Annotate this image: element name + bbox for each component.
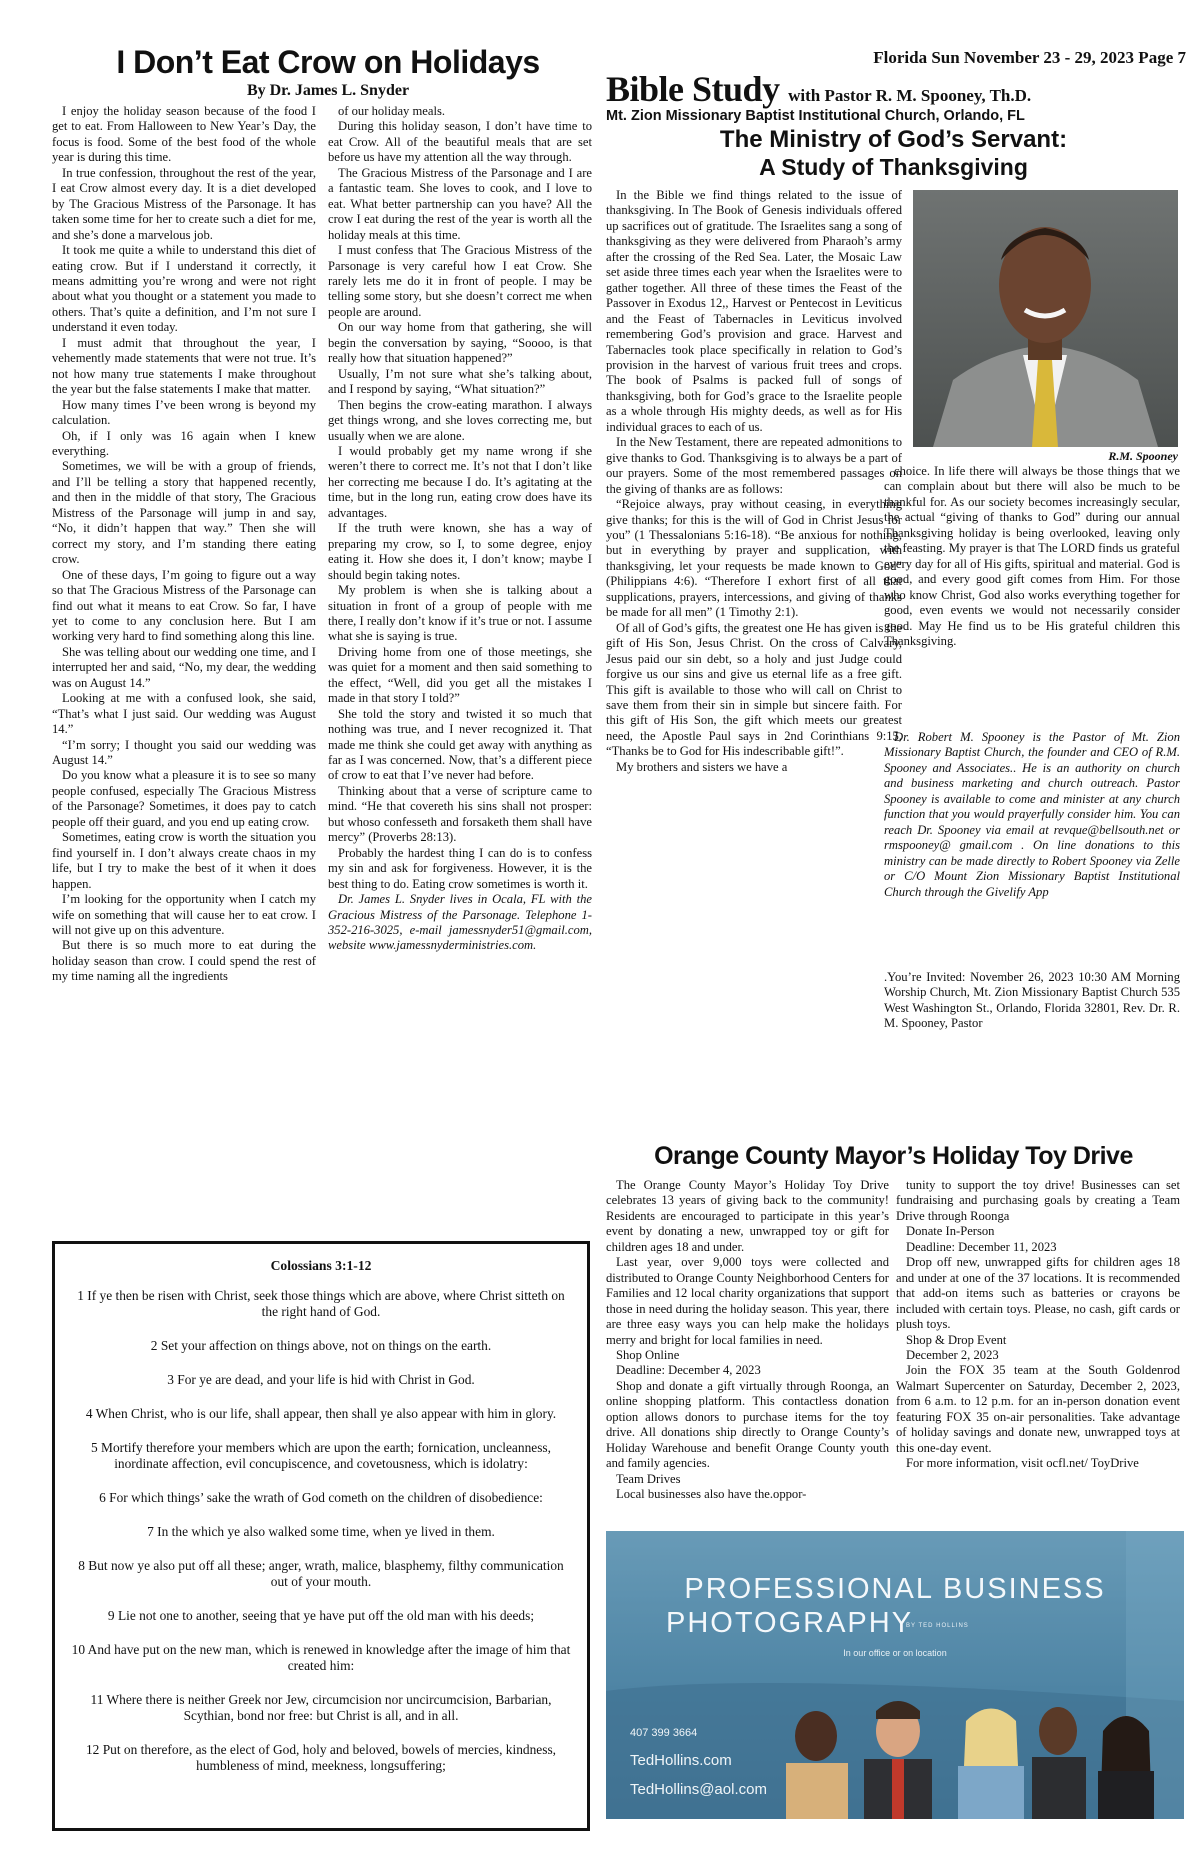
study-paragraph: “Rejoice always, pray without ceasing, in everything give thanks; for this is the will of God in Christ Jesus for you” (1 Thessalonians 5:16-18). “Be anxious for nothing, but in everything by prayer and supplication, with thanksgiving, let your requests be made known to God” (Philippians 4:6). “Therefore I exhort first of all that supplications, prayers, intercessions, and giving of thanks be made for all men” (1 Timothy 2:1).: [606, 497, 902, 620]
article-paragraph: I must confess that The Gracious Mistress of the Parsonage is very careful how I eat Crow. She rarely lets me do it in front of people. I may be telling some story, but she doesn’t correct me when people are around.: [328, 243, 592, 319]
photo-caption: R.M. Spooney: [1108, 449, 1178, 463]
article-paragraph: Looking at me with a confused look, she said, “That’s what I just said. Our wedding was August 14.”: [52, 691, 316, 737]
toy-drive-paragraph: Shop & Drop Event: [906, 1332, 1007, 1347]
bible-study-title: [606, 68, 1031, 110]
article-paragraph: If the truth were known, she has a way of preparing my crow, so I, to some degree, enjoy eating it. How she does it, I don’t know; maybe I should begin taking notes.: [328, 521, 592, 582]
article-paragraph: Do you know what a pleasure it is to see so many people confused, especially The Gracious Mistress of the Parsonage? Sometimes, it does pay to catch people off their guard, and you end up eating crow.: [52, 768, 316, 829]
article-paragraph: Then begins the crow-eating marathon. I always get things wrong, and she loves correcting me, but usually when we are alone.: [328, 397, 592, 443]
article-title: I Don’t Eat Crow on Holidays: [116, 44, 540, 80]
article-column-1: [52, 104, 316, 985]
article-paragraph: I must admit that throughout the year, I vehemently made statements that were not true. It’s not how many true statements I make throughout the year but the false statements I make that matter.: [52, 335, 316, 397]
ad-byline: BY TED HOLLINS: [906, 1623, 969, 1629]
toy-drive-column-1: [606, 1178, 889, 1503]
toy-drive-title: Orange County Mayor’s Holiday Toy Drive: [654, 1142, 1133, 1170]
ad-headline: PROFESSIONAL BUSINESS: [684, 1573, 1106, 1605]
toy-drive-paragraph: Last year, over 9,000 toys were collected and distributed to Orange County Neighborhood Centers for Families and 12 local charity organizations that support those in need during the holiday season. This year, there are three easy ways you can help make the holidays merry and bright for local families in need.: [606, 1255, 889, 1347]
ad-subtitle: In our office or on location: [843, 1648, 947, 1658]
author-bio: Dr. James L. Snyder lives in Ocala, FL with the Gracious Mistress of the Parsonage. Telephone 1-352-216-3025, e-mail jamessnyder51@gmail.com, website www.jamessnyderministries.com.: [328, 892, 592, 953]
portrait-3: [958, 1709, 1024, 1820]
toy-drive-paragraph: Drop off new, unwrapped gifts for children ages 18 and under at one of the 37 locations. It is recommended that add-on items such as batteries or crayons be included with certain toys. Please, no cash, gift cards or plush toys.: [896, 1255, 1180, 1332]
ad-website-link[interactable]: TedHollins.com: [630, 1752, 732, 1769]
article-paragraph: Sometimes, eating crow is worth the situation you find yourself in. I don’t always create chaos in my life, but I try to make the best of it when it does happen.: [52, 830, 316, 891]
toy-drive-paragraph: Join the FOX 35 team at the South Goldenrod Walmart Supercenter on Saturday, December 2, 2023, from 6 a.m. to 12 p.m. for an in-person donation event featuring FOX 35 on-air personalities. Take advantage of holiday savings and donate new, unwrapped toys at this one-day event.: [896, 1363, 1180, 1455]
article-paragraph: Probably the hardest thing I can do is to confess my sin and ask for forgiveness. However, it is the best thing to do. Eating crow sometimes is worth it.: [328, 845, 592, 891]
study-paragraph: Of all of God’s gifts, the greatest one He has given is the gift of His Son, Jesus Christ. On the cross of Calvary, Jesus paid our sin debt, so a holy and just Judge could forgive us our sins and give us eternal life as a free gift. This gift is available to those who will call on Christ to save them from their sin in simple but sincere faith. For this gift of His Son, the gift which meets our greatest need, the Apostle Paul says in 2nd Corinthians 9:15, “Thanks be to God for His indescribable gift!”.: [606, 620, 902, 759]
scripture-verse: 3 For ye are dead, and your life is hid with Christ in God.: [167, 1372, 475, 1387]
scripture-verse: 9 Lie not one to another, seeing that ye have put off the old man with his deeds;: [107, 1608, 535, 1623]
article-paragraph: Usually, I’m not sure what she’s talking about, and I respond by saying, “What situation?”: [328, 366, 592, 397]
ad-headline-2: PHOTOGRAPHY: [666, 1607, 914, 1639]
scripture-verse: 4 When Christ, who is our life, shall appear, then shall ye also appear with him in glory.: [85, 1406, 557, 1421]
article-paragraph: My problem is when she is talking about a situation in front of a group of people with me there, I really don’t know if it’s true or not. I assume what she is saying is true.: [328, 583, 592, 644]
portrait-5: [1098, 1716, 1154, 1819]
study-paragraph: My brothers and sisters we have a: [616, 759, 788, 774]
toy-drive-paragraph: For more information, visit ocfl.net/ ToyDrive: [906, 1456, 1139, 1471]
article-column-2: [328, 104, 592, 954]
study-paragraph: In the New Testament, there are repeated admonitions to give thanks to God. Thanksgiving is to always be a part of our prayers. Some of the most remembered passages on the giving of thanks are as follows:: [606, 435, 902, 496]
article-paragraph: She was telling about our wedding one time, and I interrupted her and said, “No, my dear, the wedding was on August 14.”: [52, 644, 316, 690]
scripture-title: Colossians 3:1-12: [270, 1258, 372, 1273]
scripture-box: [52, 1241, 590, 1831]
scripture-verse: 1 If ye then be risen with Christ, seek those things which are above, where Christ sitteth on the right hand of God.: [77, 1288, 565, 1319]
toy-drive-paragraph: Team Drives: [616, 1471, 681, 1486]
ad-email-link[interactable]: TedHollins@aol.com: [630, 1781, 767, 1798]
article-paragraph: Sometimes, we will be with a group of friends, and I’ll be telling a story that happened recently, and then in the middle of that story, The Gracious Mistress of the Parsonage will jump in and say, “No, it didn’t happen that way.” Then she will correct my story, and I’m standing there eating crow.: [52, 459, 316, 567]
photography-ad[interactable]: [606, 1531, 1184, 1819]
article-paragraph: The Gracious Mistress of the Parsonage and I are a fantastic team. She loves to cook, and I love to eat. What better partnership can you have? All the crow I eat during the rest of the year is worth all the holiday meals at this time.: [328, 165, 592, 242]
bible-study-title-text: Bible Study: [606, 69, 780, 109]
article-paragraph: But there is so much more to eat during the holiday season than crow. I could spend the rest of my time naming all the ingredients: [52, 938, 316, 984]
toy-drive-paragraph: Shop Online: [616, 1347, 680, 1362]
bible-study-pastor: with Pastor R. M. Spooney, Th.D.: [788, 86, 1032, 105]
scripture-verse: 6 For which things’ sake the wrath of God cometh on the children of disobedience:: [99, 1490, 543, 1505]
scripture-verse: 11 Where there is neither Greek nor Jew, circumcision nor uncircumcision, Barbarian, Scythian, bond nor free: but Christ is all, and in all.: [90, 1692, 552, 1723]
article-paragraph: In true confession, throughout the rest of the year, I eat Crow almost every day. It is a diet developed by The Gracious Mistress of the Parsonage. It has taken some time for her to create such a diet for me, and she’s done a marvelous job.: [52, 165, 316, 242]
article-paragraph: I would probably get my name wrong if she weren’t there to correct me. It’s not that I don’t like her correcting me because I do. It’s agitating at the time, but in the long run, eating crow does have its advantages.: [328, 443, 592, 520]
article-paragraph: “I’m sorry; I thought you said our wedding was August 14.”: [52, 737, 316, 768]
pastor-bio: Dr. Robert M. Spooney is the Pastor of Mt. Zion Missionary Baptist Church, the founder and CEO of R.M. Spooney and Associates.. He is an authority on church and business marketing and church outreach. Pastor Spooney is available to come and minister at any church function that you would prayerfully consider him. You can reach Dr. Spooney via email at revque@bellsouth.net or rmspooney@ gmail.com . On line donations to this ministry can be made directly to Robert Spooney via Zelle or C/O Mount Zion Missionary Baptist Institutional Church through the Givelify App: [884, 730, 1180, 899]
study-heading: The Ministry of God’s Servant:: [719, 126, 1068, 153]
worship-invite: .You’re Invited: November 26, 2023 10:30 AM Morning Worship Church, Mt. Zion Missionary Baptist Church 535 West Washington St., Orlando, Florida 32801, Rev. Dr. R. M. Spooney, Pastor: [884, 970, 1180, 1031]
study-paragraph: choice. In life there will always be those things that we can complain about but there will also be much to be thankful for. As our society becomes increasingly secular, the actual “giving of thanks to God” during our annual Thanksgiving holiday is being overlooked, leaving only the feasting. My prayer is that The LORD finds us grateful every day for all of His gifts, spiritual and material. God is good, and every good gift comes from Him. For those who know Christ, God also works everything together for good, even events we would not necessarily consider good. May He find us to be His grateful children this Thanksgiving.: [884, 464, 1181, 648]
article-paragraph: Driving home from one of those meetings, she was quiet for a moment and then said something to the effect, “Well, did you get all the mistakes I made in that story I told?”: [328, 644, 592, 706]
scripture-verse: 5 Mortify therefore your members which are upon the earth; fornication, uncleanness, inordinate affection, evil concupiscence, and covetousness, which is idolatry:: [91, 1440, 551, 1471]
page-info: Florida Sun November 23 - 29, 2023 Page 7: [873, 48, 1186, 67]
toy-drive-paragraph: Deadline: December 4, 2023: [616, 1363, 761, 1378]
toy-drive-column-2: [896, 1178, 1180, 1472]
ad-phone[interactable]: 407 399 3664: [630, 1727, 698, 1739]
article-paragraph: How many times I’ve been wrong is beyond my calculation.: [52, 397, 316, 428]
toy-drive-paragraph: December 2, 2023: [906, 1347, 999, 1362]
scripture-verse: 2 Set your affection on things above, not on things on the earth.: [150, 1338, 492, 1353]
study-subheading: A Study of Thanksgiving: [759, 154, 1028, 180]
scripture-verse: 10 And have put on the new man, which is renewed in knowledge after the image of him that created him:: [71, 1642, 571, 1673]
article-paragraph: She told the story and twisted it so much that nothing was true, and I never recognized it. That made me think she could get away with anything as far as I was concerned. Now, that’s a different piece of crow to eat that I’ve never had before.: [328, 706, 592, 783]
article-paragraph: Thinking about that a verse of scripture came to mind. “He that covereth his sins shall not prosper: but whoso confesseth and forsaketh them shall have mercy” (Proverbs 28:13).: [328, 783, 592, 845]
toy-drive-paragraph: Shop and donate a gift virtually through Roonga, an online shopping platform. This contactless donation option allows donors to purchase items for the toy drive. All donations ship directly to Orange County’s Holiday Warehouse and benefit Orange County youth and family agencies.: [606, 1378, 889, 1471]
article-paragraph: of our holiday meals.: [338, 104, 446, 118]
toy-drive-paragraph: tunity to support the toy drive! Businesses can set fundraising and purchasing goals by creating a Team Drive through Roonga: [896, 1178, 1180, 1223]
scripture-verse: 12 Put on therefore, as the elect of God, holy and beloved, bowels of mercies, kindness, humbleness of mind, meekness, longsuffering;: [85, 1742, 557, 1773]
article-paragraph: I enjoy the holiday season because of the food I get to eat. From Halloween to New Year’s Day, the focus is food. Some of the best food of the whole year is during this time.: [52, 104, 316, 165]
article-paragraph: It took me quite a while to understand this diet of eating crow. But if I understand it correctly, it means admitting you’re wrong and were not right about what you thought or a statement you made to others. That’s quite a definition, and I’m not sure I understand it even today.: [52, 243, 316, 335]
toy-drive-paragraph: The Orange County Mayor’s Holiday Toy Drive celebrates 13 years of giving back to the community! Residents are encouraged to participate in this year’s event by donating a new, unwrapped toy or gift for children ages 18 and under.: [606, 1178, 889, 1254]
pastor-photo: [913, 190, 1178, 447]
church-name: Mt. Zion Missionary Baptist Institutional Church, Orlando, FL: [606, 108, 1025, 124]
bible-study-column-1: [606, 188, 902, 775]
article-byline: By Dr. James L. Snyder: [246, 82, 410, 99]
scripture-verse: 8 But now ye also put off all these; anger, wrath, malice, blasphemy, filthy communication out of your mouth.: [78, 1558, 564, 1589]
study-paragraph: In the Bible we find things related to the issue of thanksgiving. In The Book of Genesis individuals offered up sacrifices out of gratitude. The Israelites sang a song of thanksgiving as they were delivered from Pharaoh’s army after the crossing of the Red Sea. Later, the Mosaic Law set aside three times each year when the Israelites were to gather together. All three of these times the Feast of the Passover in Exodus 12,, Harvest or Pentecost in Leviticus and the Feast of Tabernacles in Leviticus involved remembering God’s provision and grace. Harvest and Tabernacles took place specifically in relation to God’s provision in the harvest of various fruit trees and crops. The book of Psalms is packed full of songs of thanksgiving, both for God’s grace to the Israelite people as a whole through His mighty deeds, as well as for His individual graces to each of us.: [606, 188, 902, 434]
article-paragraph: I’m looking for the opportunity when I catch my wife on something that will cause her to eat crow. I will not give up on this adventure.: [52, 892, 316, 938]
article-paragraph: One of these days, I’m going to figure out a way so that The Gracious Mistress of the Parsonage can find out what it means to eat Crow. So far, I have yet to come to any conclusion here. But I am working very hard to find something along this line.: [52, 567, 316, 644]
toy-drive-paragraph: Donate In-Person: [906, 1224, 995, 1239]
toy-drive-paragraph: Local businesses also have the.oppor-: [616, 1487, 807, 1502]
pastor-portrait-image: [913, 190, 1178, 447]
article-paragraph: On our way home from that gathering, she will begin the conversation by saying, “Soooo, is that really how that situation happened?”: [328, 320, 592, 366]
article-paragraph: During this holiday season, I don’t have time to eat Crow. All of the beautiful meals that are set before us have my attention all the way through.: [328, 119, 592, 165]
scripture-verse: 7 In the which ye also walked some time, when ye lived in them.: [147, 1524, 495, 1539]
toy-drive-paragraph: Deadline: December 11, 2023: [906, 1239, 1057, 1254]
bible-study-column-2: [884, 464, 1180, 649]
scripture-verses: [69, 1288, 573, 1774]
article-paragraph: Oh, if I only was 16 again when I knew everything.: [52, 428, 316, 458]
